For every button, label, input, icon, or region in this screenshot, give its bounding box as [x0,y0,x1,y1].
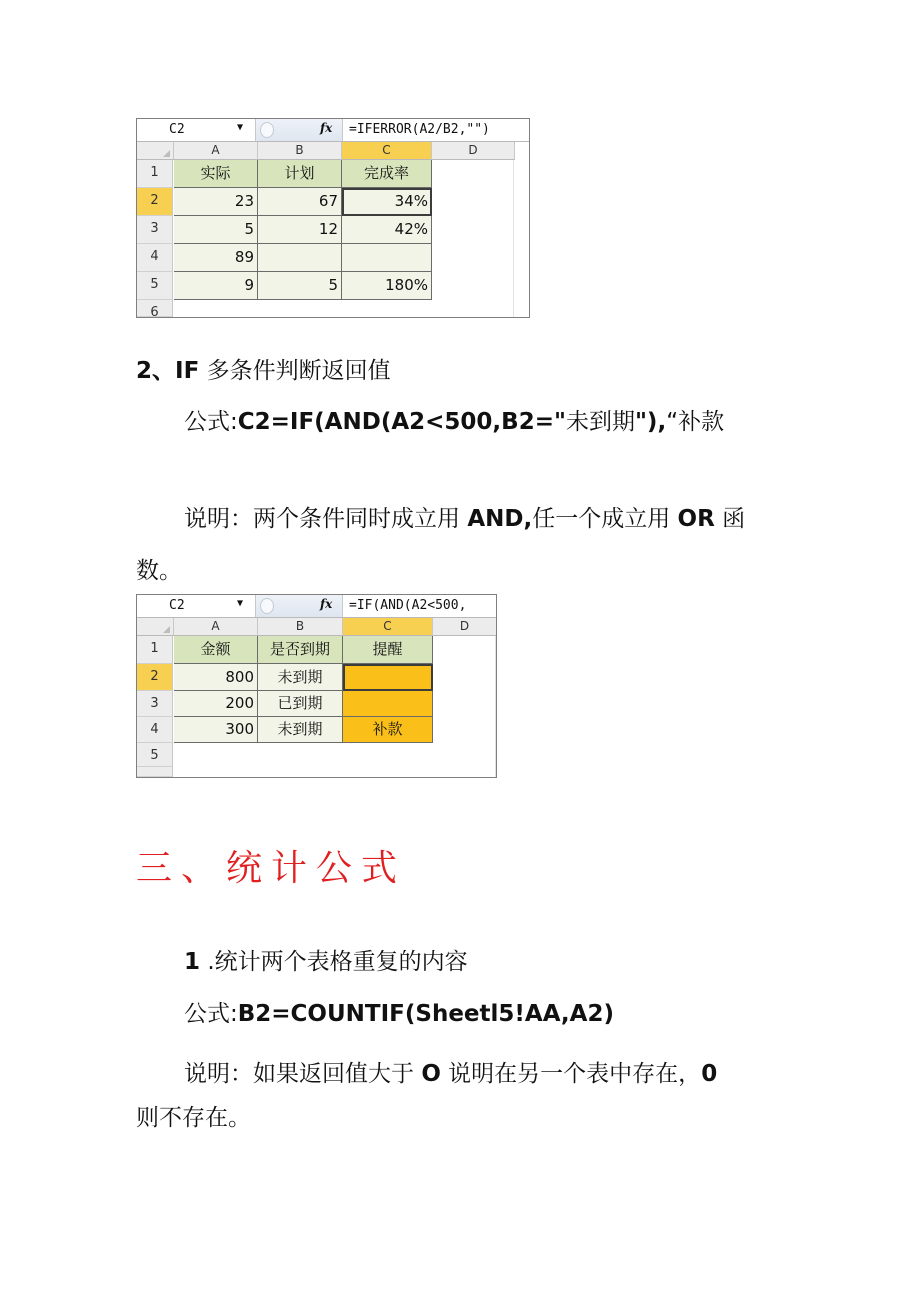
row-header-1: 1 [137,160,173,188]
cell-a1: 实际 [174,160,258,188]
note-text-2: 说明在另一个表中存在， [440,1061,702,1087]
formula-code: B2=COUNTIF(Sheetl5!AA,A2) [237,1001,614,1027]
select-all-corner [137,618,174,636]
formula-text: =IFERROR(A2/B2,"") [349,122,490,137]
formula-bar [137,119,529,142]
column-header-c: C [343,618,433,636]
cell-c1: 完成率 [342,160,432,188]
column-header-d: D [433,618,497,636]
column-header-a: A [174,618,258,636]
cell-b3: 12 [258,216,342,244]
cell-c3: 42% [342,216,432,244]
grid-line [432,636,496,777]
column-header-d: D [432,142,515,160]
row-header-5: 5 [137,743,173,767]
column-header-a: A [174,142,258,160]
name-box-value: C2 [169,598,185,613]
item-title-text: .统计两个表格重复的内容 [200,949,468,975]
note-text-2: 任一个成立用 [532,506,678,532]
section-2-title [136,352,391,385]
note-text-3: 函 [714,506,746,532]
cell-c3 [343,691,433,717]
section-3-item-title [184,943,468,976]
note-and: AND, [467,506,533,532]
formula-end: “补款 [666,409,725,435]
section-2-title-text: 多条件判断返回值 [199,358,391,384]
row-header-2: 2 [137,188,173,216]
cell-a5: 9 [174,272,258,300]
note-zero: 0 [701,1061,718,1087]
note-or: OR [677,506,715,532]
cell-c1: 提醒 [343,636,433,664]
row-header-5: 5 [137,272,173,300]
cell-a1: 金额 [174,636,258,664]
row-header-2: 2 [137,664,173,691]
function-icon: fx [320,121,333,135]
section-2-note [184,500,745,533]
row-header-6: 6 [137,300,173,317]
function-icon: fx [320,597,333,611]
spreadsheet-screenshot-2 [136,594,497,778]
cell-a2: 23 [174,188,258,216]
row-header-4: 4 [137,244,173,272]
name-box [137,595,255,617]
row-header-1: 1 [137,636,173,664]
formula-tail: "), [634,409,667,435]
cell-b1: 是否到期 [258,636,343,664]
section-3-heading: 三、统计公式 [136,848,407,889]
column-header-b: B [258,142,342,160]
row-header-3: 3 [137,216,173,244]
column-header-c: C [342,142,432,160]
cell-b2: 67 [258,188,342,216]
section-2-note-cont: 数。 [136,558,182,584]
formula-label: 公式: [184,1001,238,1027]
note-text-1: 说明：如果返回值大于 [184,1061,422,1087]
fx-zone [255,119,343,141]
row-header-6-partial [137,767,173,777]
cell-a2: 800 [174,664,258,691]
cell-b3: 已到期 [258,691,343,717]
name-box-value: C2 [169,122,185,137]
formula-text: =IF(AND(A2<500, [349,598,467,613]
cell-c5: 180% [342,272,432,300]
row-header-3: 3 [137,691,173,717]
note-text-1: 说明：两个条件同时成立用 [184,506,468,532]
section-3-note [184,1055,717,1088]
spreadsheet-screenshot-1 [136,118,530,318]
section-2-formula [184,403,724,436]
cell-b5: 5 [258,272,342,300]
cell-c4: 补款 [343,717,433,743]
chevron-down-icon: ▼ [237,122,244,133]
name-box [137,119,255,141]
cell-c2 [343,664,433,691]
circle-icon [260,598,274,614]
section-3-formula [184,995,614,1028]
cell-b4 [258,244,342,272]
chevron-down-icon: ▼ [237,598,244,609]
cell-c2: 34% [342,188,432,216]
row-header-4: 4 [137,717,173,743]
formula-bar [137,595,496,618]
item-number: 1 [184,949,201,975]
section-2-number: 2、 [136,358,176,384]
grid-line [431,160,514,317]
fx-zone [255,595,343,617]
note-o: O [421,1061,441,1087]
cell-b4: 未到期 [258,717,343,743]
formula-mid: 未到期 [565,409,635,435]
section-2-if: IF [175,358,200,384]
cell-a4: 300 [174,717,258,743]
cell-c4 [342,244,432,272]
cell-a3: 200 [174,691,258,717]
section-3-note-cont: 则不存在。 [136,1105,251,1131]
cell-a3: 5 [174,216,258,244]
cell-b1: 计划 [258,160,342,188]
circle-icon [260,122,274,138]
formula-label: 公式: [184,409,238,435]
select-all-corner [137,142,174,160]
cell-a4: 89 [174,244,258,272]
column-header-b: B [258,618,343,636]
cell-b2: 未到期 [258,664,343,691]
formula-code: C2=IF(AND(A2<500,B2=" [237,409,566,435]
